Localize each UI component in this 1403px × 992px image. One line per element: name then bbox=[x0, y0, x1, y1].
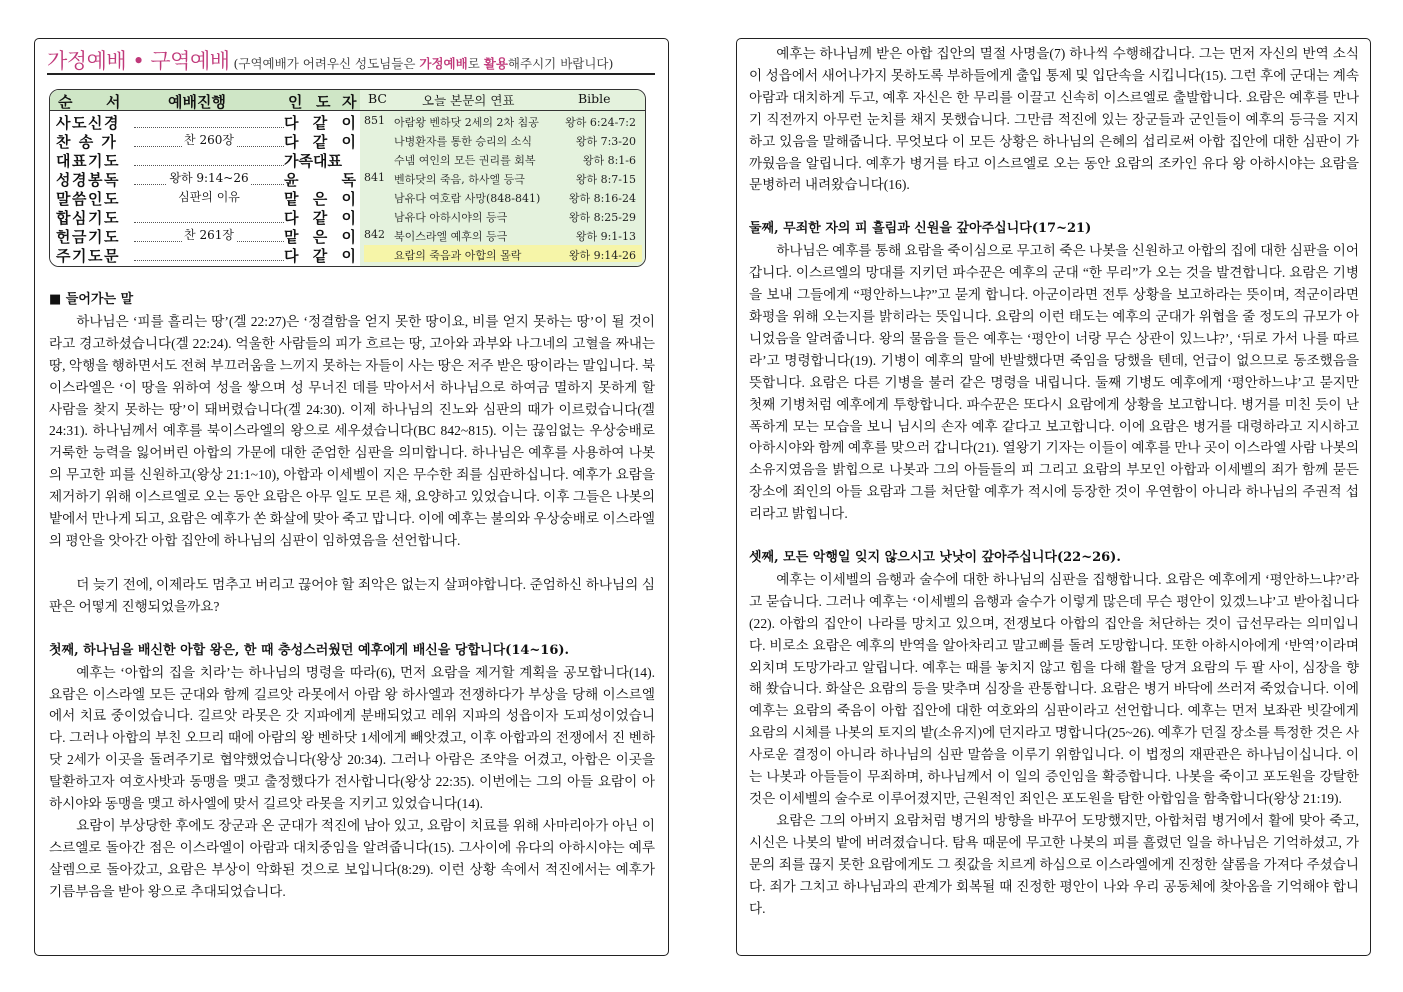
order-middle: 찬 261장 bbox=[184, 228, 234, 242]
order-header bbox=[50, 90, 360, 111]
order-name: 헌금기도 bbox=[56, 228, 120, 246]
order-dots bbox=[134, 172, 284, 185]
timeline-row bbox=[364, 169, 642, 186]
timeline-bible: 왕하 8:1-6 bbox=[582, 154, 636, 167]
order-name: 성경봉독 bbox=[56, 171, 120, 189]
intro-paragraph-2: 더 늦기 전에, 이제라도 멈추고 버리고 끊어야 할 죄악은 없는지 살펴야합니다. 준엄하신 하나님의 심판은 어떻게 진행되었을까요? bbox=[49, 576, 655, 614]
order-leader: 윤 독 bbox=[284, 171, 356, 189]
timeline-row bbox=[364, 188, 642, 205]
note-hl1: 가정예배 bbox=[419, 56, 468, 71]
timeline-row bbox=[364, 131, 642, 148]
worship-title: 가정예배 • 구역예배 bbox=[47, 49, 230, 73]
order-head-c5: 도 bbox=[316, 93, 331, 111]
order-leader: 맡 은 이 bbox=[284, 228, 356, 246]
continued-paragraph: 예후는 하나님께 받은 아합 집안의 멸절 사명을(7) 하나씩 수행해갑니다. 그는 먼저 자신의 반역 소식이 성읍에서 새어나가지 못하도록 부하들에게 출입 통제 및 입단속을 시킵니다(15). 그런 후에 군대는 계속 아람과 대치하게 두고, 예후 자신은 한 무리를 이끌고 신속히 이스르엘로 출발합니다. 요람은 예후를 만나기 직전까지 아무런 눈치를 채지 못했습니다. 그만큼 적진에 있는 장군들과 군인들이 예후의 등극을 지지하고 있음을 말해줍니다. 무엇보다 이 모든 상황은 하나님의 은혜의 섭리로써 아합 집안에 대한 심판이 가까웠음을 알립니다. 예후가 병거를 타고 이스르엘로 오는 동안 요람의 조카인 유다 왕 아하시야는 요람을 문병하러 내려왔습니다(16). bbox=[749, 46, 1359, 193]
order-middle: 심판의 이유 bbox=[178, 190, 240, 204]
order-dots bbox=[134, 248, 284, 261]
timeline-title: 아람왕 벤하닷 2세의 2차 침공 bbox=[394, 116, 539, 129]
section2-paragraph: 하나님은 예후를 통해 요람을 죽이심으로 무고히 죽은 나봇을 신원하고 아합의 집에 대한 심판을 이어갑니다. 이스르엘의 망대를 지키던 파수꾼은 예후의 군대 “한 무리”가 오는 것을 발견합니다. 요람은 기병을 보내 그들에게 “평안하느냐?”고 묻게 합니다. 아군이라면 전투 상황을 보고하라는 뜻이며, 적군이라면 화평을 위해 오는지를 밝히라는 뜻입니다. 요람의 이런 태도는 예후의 군대가 위협을 줄 정도의 규모가 아니었음을 알려줍니다. 왕의 물음을 들은 예후는 ‘평안이 너랑 무슨 상관이 있느냐?’, ‘뒤로 가서 나를 따르라’고 명령합니다(19). 기병이 예후의 말에 반발했다면 죽임을 당했을 텐데, 언급이 없으므로 동조했음을 뜻합니다. 요람은 다른 기병을 불러 같은 명령을 내립니다. 둘째 기병도 예후에게 ‘평안하느냐’고 묻지만 첫째 기병처럼 예후에게 투항합니다. 파수꾼은 또다시 요람에게 상황을 보고합니다. 병거를 미친 듯이 난폭하게 모는 모습을 보니 님시의 손자 예후 같다고 보고합니다. 이에 요람은 병거를 대령하라고 지시하고 아하시야와 함께 예후를 맞으러 갑니다(21). 열왕기 기자는 이들이 예후를 만나 곳이 이스라엘 사람 나봇의 소유지였음을 밝힙으로 나봇과 그의 아들들의 피 그리고 요람의 부모인 아합과 이세벨의 죄가 함께 묻든 장소에 죄인의 아들 요람과 그를 처단할 예후가 적시에 등장한 것이 우연함이 아니라 하나님의 주권적 섭리라고 밝힙니다. bbox=[749, 243, 1359, 522]
order-dots bbox=[134, 115, 284, 128]
order-row bbox=[56, 226, 356, 245]
timeline-bible: 왕하 8:7-15 bbox=[575, 173, 636, 186]
section3-paragraph-2: 요람은 그의 아버지 요람처럼 병거의 방향을 바꾸어 도망했지만, 아합처럼 병거에서 활에 맞아 죽고, 시신은 나봇의 밭에 버려졌습니다. 탐욕 때문에 무고한 나봇의 피를 흘렸던 일을 하나님은 기억하셨고, 가문의 죄를 끊지 못한 요람에게도 그 죗값을 치르게 하심으로 이스라엘에게 진정한 샬롬을 가져다 주셨습니다. 죄가 그치고 하나님과의 관계가 회복될 때 진정한 평안이 나와 우리 공동체에 찾아옴을 기억해야 합니다. bbox=[749, 812, 1359, 916]
order-head-c3: 예배진행 bbox=[168, 93, 226, 111]
order-leader: 다 같 이 bbox=[284, 133, 356, 151]
section3-heading: 셋째, 모든 악행일 잊지 않으시고 낫낫이 갚아주십니다(22~26). bbox=[749, 550, 1121, 566]
timeline-row bbox=[364, 226, 642, 243]
order-row bbox=[56, 245, 356, 264]
left-page bbox=[34, 38, 669, 956]
order-leader: 맡 은 이 bbox=[284, 190, 356, 208]
section3-paragraph: 예후는 이세벨의 음행과 술수에 대한 하나님의 심판을 집행합니다. 요람은 예후에게 ‘평안하느냐?’라고 묻습니다. 그러나 예후는 ‘이세벨의 음행과 술수가 이렇게 많은데 무슨 평안이 있겠느냐’고 받아칩니다(22). 아합의 집안이 나라를 망치고 있으며, 전쟁보다 아합의 집안을 처단하는 것이 급선무라는 의미입니다. 비로소 요람은 예후의 반역을 알아차리고 말고삐를 돌려 도망합니다. 또한 아하시아에게 ‘반역’이라며 외치며 도망가라고 알립니다. 예후는 때를 놓치지 않고 힘을 다해 활을 당겨 요람의 두 팔 사이, 심장을 향해 쐈습니다. 화살은 요람의 등을 맞추며 심장을 관통합니다. 요람은 병거 바닥에 쓰러져 죽었습니다. 이에 예후는 요람의 죽음이 아합 집안에 대한 여호와의 심판이라고 선언합니다. 예후는 먼저 보좌관 빗갈에게 요람의 시체를 나봇의 토지의 밭(소유지)에 던지라고 명합니다(25~26). 예후가 던질 장소를 특정한 것은 사사로운 결정이 아니라 하나님의 심판 말씀을 이루기 위함입니다. 이 법정의 재판관은 하나님이십니다. 이는 나봇과 아들들이 무죄하며, 하나님께서 이 일의 증인임을 확증합니다. 나봇을 죽이고 포도원을 강탈한 것은 이세벨의 술수로 이루어졌지만, 근원적인 죄인은 포도원을 탐한 아합임을 함축합니다(왕상 21:19). bbox=[749, 571, 1359, 806]
timeline-row bbox=[364, 112, 642, 129]
timeline-head-title: 오늘 본문의 연표 bbox=[422, 93, 515, 108]
order-row bbox=[56, 169, 356, 188]
timeline-title: 요람의 죽음과 아합의 몰락 bbox=[394, 249, 522, 262]
order-dots bbox=[134, 229, 284, 242]
note-post: 해주시기 바랍니다) bbox=[507, 56, 614, 71]
order-head-c2: 서 bbox=[106, 93, 121, 111]
timeline-title: 벤하닷의 죽음, 하사엘 등극 bbox=[394, 173, 525, 186]
order-row bbox=[56, 188, 356, 207]
header-rule bbox=[47, 73, 655, 75]
order-middle: 왕하 9:14~26 bbox=[169, 171, 249, 185]
timeline-bible: 왕하 9:1-13 bbox=[575, 230, 636, 243]
order-dots bbox=[134, 191, 284, 203]
order-leader: 다 같 이 bbox=[284, 247, 356, 265]
order-row bbox=[56, 112, 356, 131]
order-dots bbox=[134, 153, 284, 166]
order-leader: 다 같 이 bbox=[284, 209, 356, 227]
intro-heading: ■ 들어가는 말 bbox=[49, 292, 134, 307]
worship-note bbox=[234, 56, 614, 71]
section1-paragraph-2: 요람이 부상당한 후에도 장군과 온 군대가 적진에 남아 있고, 요람이 치료를 위해 사마리아가 아닌 이스르엘로 돌아간 점은 이스라엘이 아람과 대치중임을 알려줍니다(15). 그사이에 유다의 아하시야는 예루살렘으로 돌아갔고, 요람은 부상이 악화된 것으로 보입니다(8:29). 이런 상황 속에서 적진에서는 예후가 기름부음을 받아 왕으로 추대되었습니다. bbox=[49, 817, 655, 899]
order-leader: 가족대표 bbox=[284, 152, 342, 170]
section1-paragraph: 예후는 ‘아합의 집을 치라’는 하나님의 명령을 따라(6), 먼저 요람을 제거할 계획을 공모합니다(14). 요람은 이스라엘 모든 군대와 함께 길르앗 라못에서 아람 왕 하사엘과 전쟁하다가 부상을 당해 이스르엘에서 치료 중이었습니다. 길르앗 라못은 갓 지파에게 분배되었고 레위 지파의 성읍이자 도피성이었습니다. 그러나 아합의 부친 오므리 때에 아람의 왕 벤하닷 1세에게 빼앗겼고, 이후 아합과의 전쟁에서 진 벤하닷 2세가 이곳을 돌려주기로 협약했었습니다(왕상 20:34). 그러나 아람은 조약을 어겼고, 아합은 이곳을 탈환하고자 여호사밧과 동맹을 맺고 출정했다가 전사합니다(왕상 22:35). 이번에는 그의 아들 요람이 아하시야와 동맹을 맺고 하사엘에 맞서 길르앗 라못을 지키고 있었습니다(14). bbox=[49, 664, 655, 812]
worship-order-box bbox=[49, 89, 646, 267]
order-name: 찬 송 가 bbox=[56, 133, 118, 151]
timeline-row bbox=[364, 150, 642, 167]
order-head-c4: 인 bbox=[288, 93, 303, 111]
note-hl2: 활용 bbox=[483, 56, 508, 71]
order-name: 합심기도 bbox=[56, 209, 120, 227]
worship-header bbox=[47, 45, 655, 73]
order-dots bbox=[134, 210, 284, 223]
section1-heading: 첫째, 하나님을 배신한 아합 왕은, 한 때 충성스러웠던 예후에게 배신을 당합니다(14~16). bbox=[49, 642, 570, 658]
right-body bbox=[749, 43, 1359, 919]
note-mid: 로 bbox=[467, 56, 484, 71]
order-name: 대표기도 bbox=[56, 152, 120, 170]
timeline-title: 남유다 아하시야의 등극 bbox=[394, 211, 508, 224]
timeline-title: 북이스라엘 예후의 등극 bbox=[394, 230, 508, 243]
order-name: 주기도문 bbox=[56, 247, 120, 265]
order-head-c6: 자 bbox=[342, 93, 357, 111]
order-leader: 다 같 이 bbox=[284, 114, 356, 132]
order-row bbox=[56, 150, 356, 169]
order-row bbox=[56, 207, 356, 226]
timeline-title: 수넴 여인의 모든 권리를 회복 bbox=[394, 154, 536, 167]
order-head-c1: 순 bbox=[58, 93, 73, 111]
timeline-title: 남유다 여호람 사망(848-841) bbox=[394, 192, 541, 205]
timeline-header bbox=[360, 90, 645, 111]
order-middle: 찬 260장 bbox=[184, 133, 234, 147]
right-page bbox=[736, 38, 1371, 956]
timeline-bc: 841 bbox=[364, 171, 385, 184]
left-body bbox=[49, 289, 655, 903]
section2-heading: 둘째, 무죄한 자의 피 흘림과 신원을 갚아주십니다(17~21) bbox=[749, 221, 1092, 237]
timeline-head-bc: BC bbox=[368, 91, 387, 106]
intro-paragraph: 하나님은 ‘피를 흘리는 땅’(겔 22:27)은 ‘정결함을 얻지 못한 땅이요, 비를 얻지 못하는 땅’이 될 것이라고 경고하셨습니다(겔 22:24). 억울한 사람들의 피가 흐르는 땅, 고아와 과부와 나그네의 고혈을 짜내는 땅, 악행을 행하면서도 전혀 부끄러움을 느끼지 못하는 자들이 사는 땅은 저주 받은 땅이라는 말입니다. 북 이스라엘은 ‘이 땅을 위하여 성을 쌓으며 성 무너진 데를 막아서서 하나님으로 하여금 멸하지 못하게 할 사람을 찾지 못하는 땅’이 돼버렸습니다(겔 24:30). 이제 하나님의 진노와 심판의 때가 이르렀습니다(겔 24:31). 하나님께서 예후를 북이스라엘의 왕으로 세우셨습니다(BC 842~815). 이는 끊임없는 우상숭배로 거룩한 능력을 잃어버린 아합의 가문에 대한 준엄한 심판을 의미합니다. 하나님은 예후를 사용하여 나봇의 무고한 피를 신원하고(왕상 21:1~10), 아합과 이세벨이 지은 무수한 죄를 심판하십니다. 예후가 요람을 제거하기 위해 이스르엘로 오는 동안 요람은 아무 일도 모른 채, 요양하고 있었습니다. 이후 그들은 나봇의 밭에서 만나게 되고, 요람은 예후가 쏜 화살에 맞아 죽고 맙니다. 이에 예후는 불의와 우상숭배로 이스라엘의 평안을 앗아간 아합 집안에 하나님의 심판이 임하였음을 선언합니다. bbox=[49, 313, 655, 548]
timeline-bc: 842 bbox=[364, 228, 385, 241]
timeline-bible: 왕하 7:3-20 bbox=[575, 135, 636, 148]
timeline-bible: 왕하 6:24-7:2 bbox=[565, 116, 636, 129]
order-name: 사도신경 bbox=[56, 114, 120, 132]
timeline-title: 나병환자를 통한 승리의 소식 bbox=[394, 135, 533, 148]
timeline-bible: 왕하 8:25-29 bbox=[568, 211, 636, 224]
note-pre: (구역예배가 어려우신 성도님들은 bbox=[233, 56, 420, 71]
order-row bbox=[56, 131, 356, 150]
timeline-bible: 왕하 9:14-26 bbox=[568, 249, 636, 262]
timeline-head-bible: Bible bbox=[578, 91, 611, 106]
timeline-bible: 왕하 8:16-24 bbox=[568, 192, 636, 205]
timeline-row-highlight bbox=[364, 245, 642, 262]
order-name: 말씀인도 bbox=[56, 190, 120, 208]
order-dots bbox=[134, 134, 284, 147]
timeline-bc: 851 bbox=[364, 114, 385, 127]
timeline-row bbox=[364, 207, 642, 224]
